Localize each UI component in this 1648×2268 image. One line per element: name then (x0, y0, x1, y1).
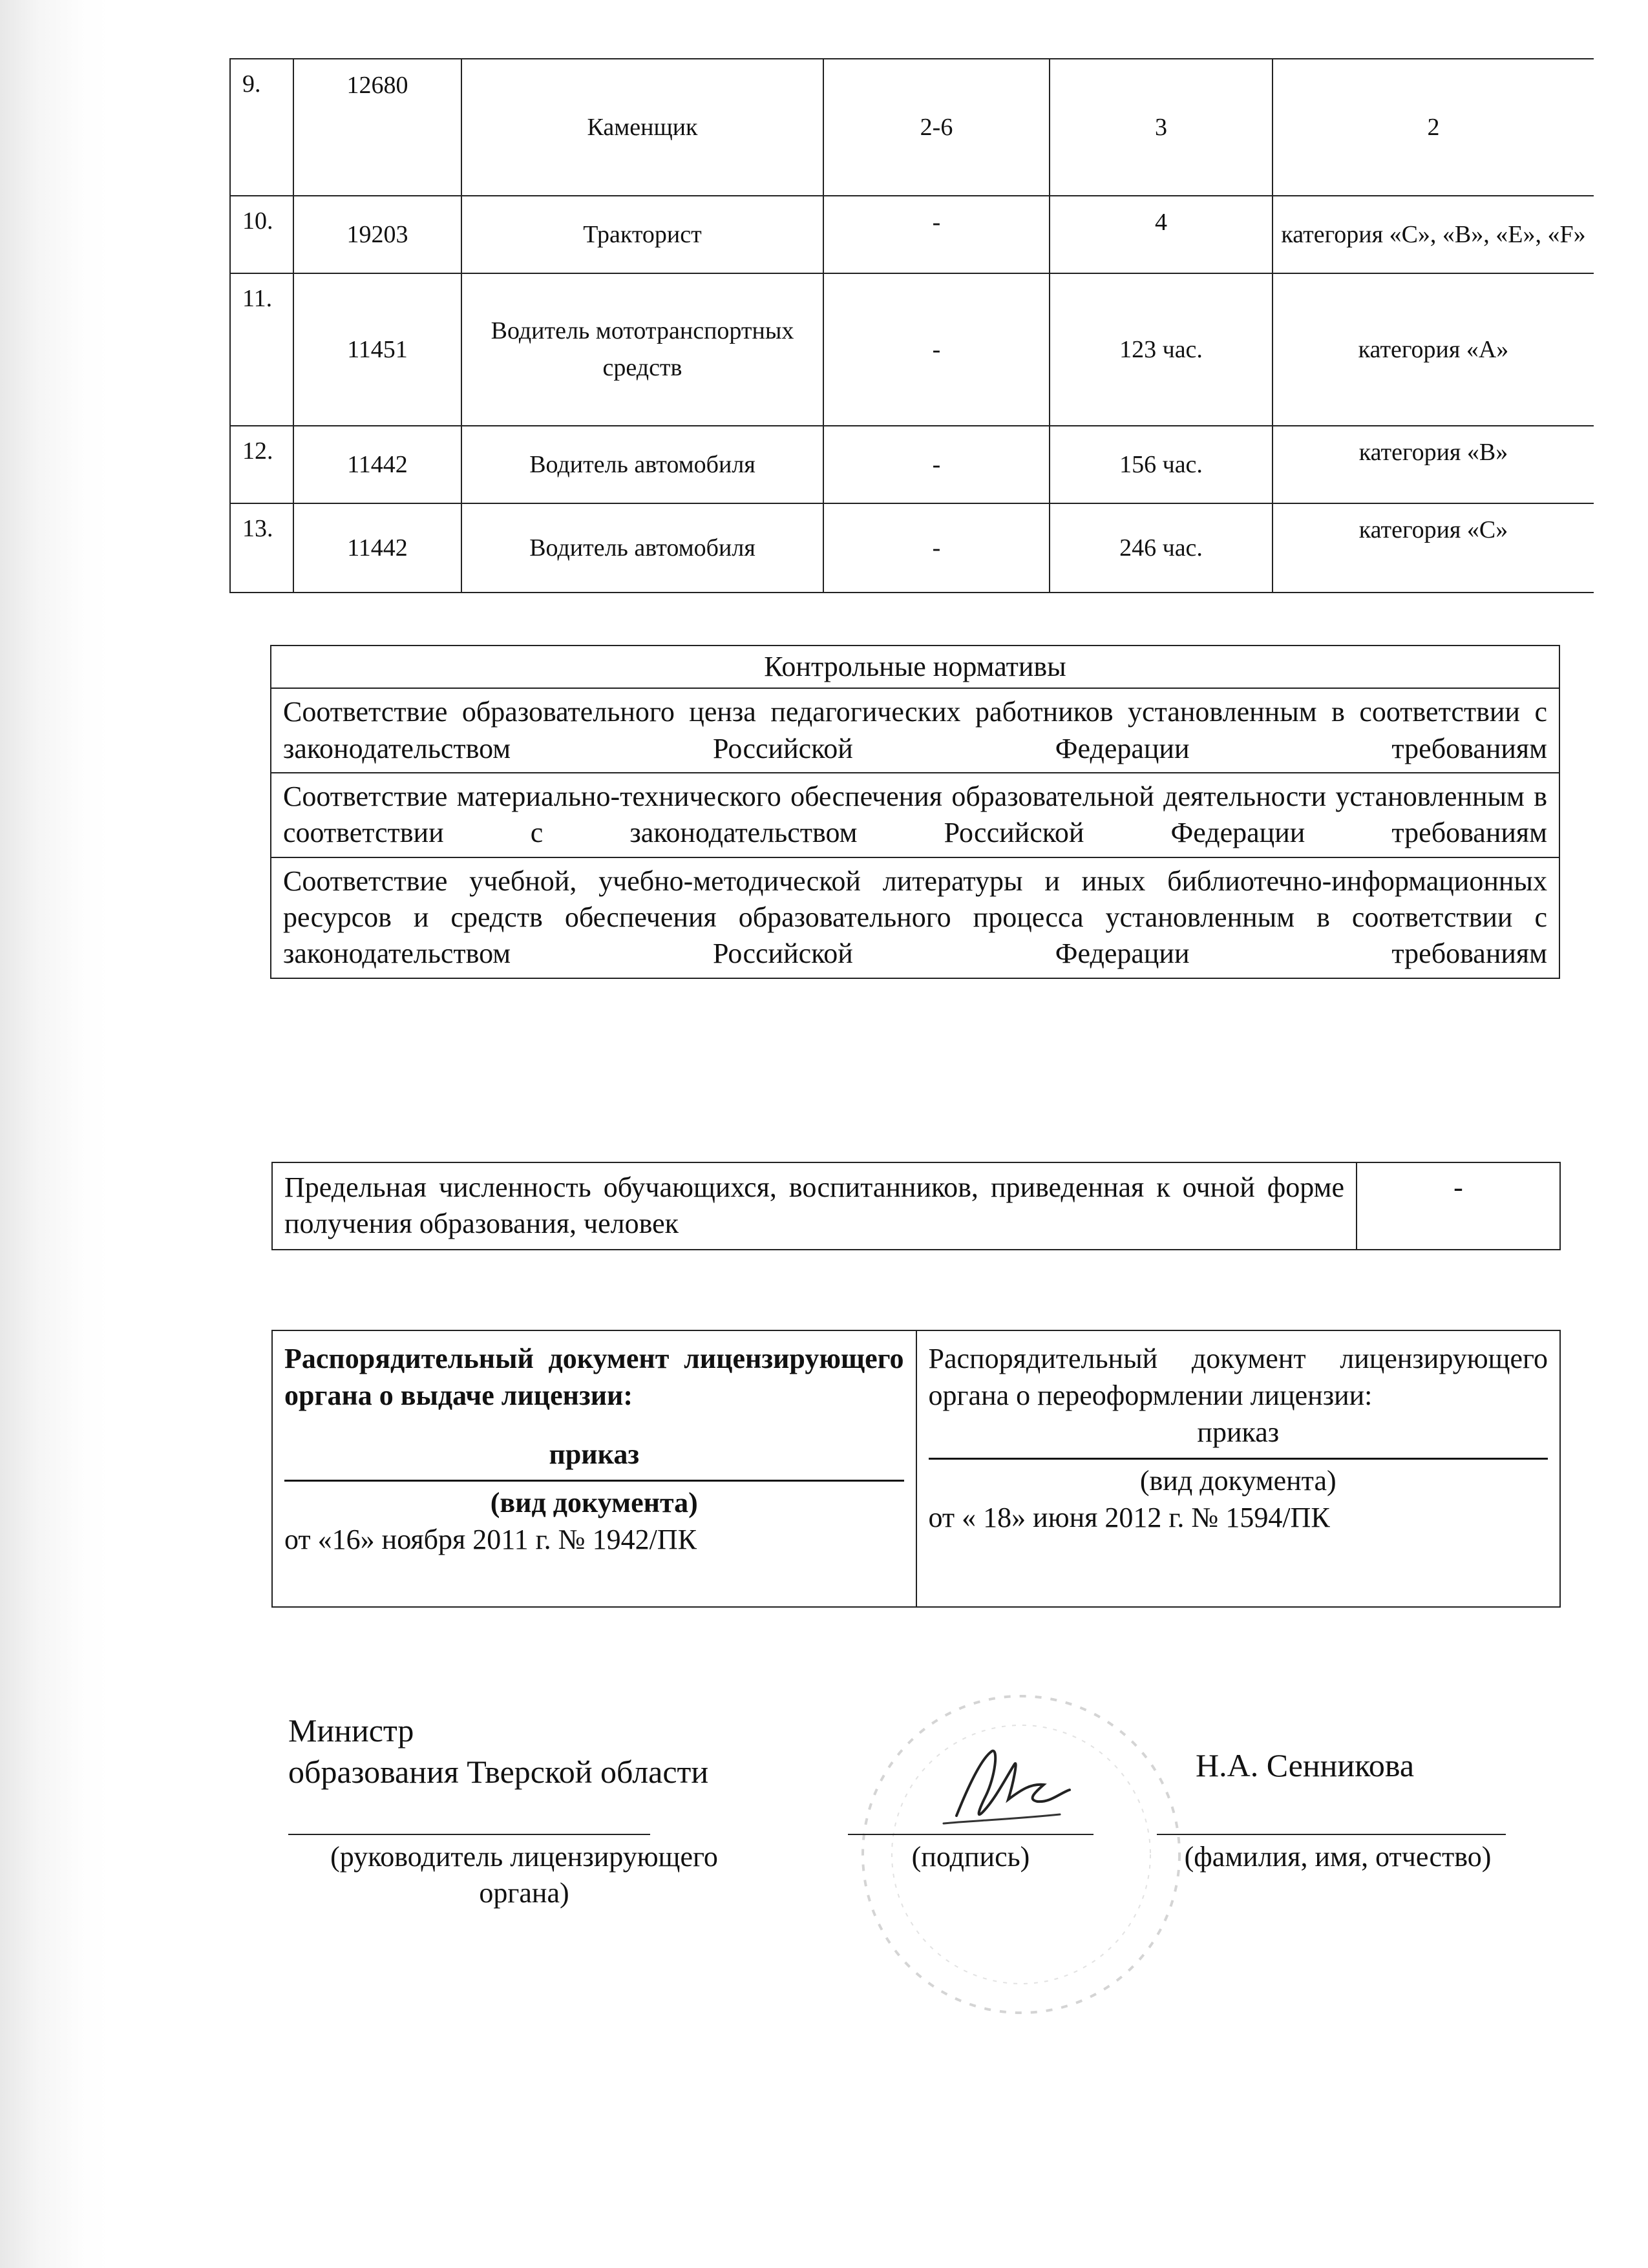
row-number: 9. (230, 59, 293, 196)
profession-name: Водитель автомобиля (461, 426, 823, 503)
signature-line (848, 1834, 1093, 1835)
table-row (230, 196, 1594, 273)
reissue-order-cell (916, 1330, 1561, 1607)
profession-code: 11451 (293, 273, 461, 426)
issue-order-doc-type: приказ (549, 1438, 640, 1471)
position-caption-line1: (руководитель лицензирующего (330, 1841, 718, 1873)
issue-order-cell (272, 1330, 916, 1607)
reissue-order-type-note: (вид документа) (1139, 1464, 1336, 1496)
scan-shadow (0, 0, 110, 2268)
max-students-table (271, 1162, 1561, 1250)
table-row (272, 1330, 1560, 1607)
profession-code: 11442 (293, 426, 461, 503)
divider (284, 1480, 904, 1482)
table-row (271, 773, 1559, 857)
table-row (230, 273, 1594, 426)
duration: 156 час. (1050, 426, 1273, 503)
issue-order-heading: Распорядительный документ лицензирующего органа о выдаче лицензии: (284, 1343, 904, 1412)
control-norm-item: Соответствие учебной, учебно-методической литературы и иных библиотечно-информационных ресурсов и средств обеспечения образовательного процесса установленным в соответствии с законодательством Российской Федерации требованиям (271, 857, 1559, 978)
control-norm-item: Соответствие образовательного ценза педагогических работников установленным в соответствии с законодательством Российской Федерации требованиям (271, 688, 1559, 773)
profession-code: 11442 (293, 503, 461, 593)
programs-table (229, 58, 1594, 593)
reissue-order-date: от « 18» июня 2012 г. № 1594/ПК (928, 1501, 1330, 1533)
signer-position-line2: образования Тверской области (288, 1754, 709, 1790)
profession-code: 19203 (293, 196, 461, 273)
qualification: 2 (1273, 59, 1594, 196)
position-line (288, 1834, 650, 1835)
duration: 3 (1050, 59, 1273, 196)
issue-order-type-note: (вид документа) (490, 1486, 698, 1518)
duration: 123 час. (1050, 273, 1273, 426)
grade: - (823, 273, 1050, 426)
signature-caption: (подпись) (911, 1841, 1030, 1873)
signer-name: Н.А. Сенникова (1196, 1747, 1415, 1783)
control-norms-title: Контрольные нормативы (271, 646, 1559, 688)
position-caption-line2: органа) (479, 1877, 569, 1909)
profession-name: Тракторист (461, 196, 823, 273)
duration: 246 час. (1050, 503, 1273, 593)
table-row (271, 857, 1559, 978)
table-row (230, 59, 1594, 196)
profession-name: Водитель мототранспортных средств (461, 273, 823, 426)
duration: 4 (1050, 196, 1273, 273)
grade: 2-6 (823, 59, 1050, 196)
name-caption: (фамилия, имя, отчество) (1184, 1841, 1492, 1873)
qualification: категория «С» (1273, 503, 1594, 593)
control-norm-item: Соответствие материально-технического обеспечения образовательной деятельности установленным в соответствии с законодательством Российской Федерации требованиям (271, 773, 1559, 857)
grade: - (823, 503, 1050, 593)
divider (929, 1458, 1548, 1460)
grade: - (823, 426, 1050, 503)
max-students-value: - (1357, 1162, 1560, 1250)
profession-name: Каменщик (461, 59, 823, 196)
grade: - (823, 196, 1050, 273)
row-number: 12. (230, 426, 293, 503)
max-students-label: Предельная численность обучающихся, воспитанников, приведенная к очной форме получения образования, человек (272, 1162, 1357, 1250)
qualification: категория «А» (1273, 273, 1594, 426)
name-line (1157, 1834, 1506, 1835)
qualification: категория «В» (1273, 426, 1594, 503)
reissue-order-doc-type: приказ (1197, 1416, 1280, 1449)
orders-table (271, 1330, 1561, 1608)
row-number: 10. (230, 196, 293, 273)
signer-position-line1: Министр (288, 1712, 414, 1748)
table-row (271, 646, 1559, 688)
control-norms-table (270, 645, 1560, 979)
reissue-order-heading: Распорядительный документ лицензирующего органа о переоформлении лицензии: (928, 1343, 1548, 1412)
profession-code: 12680 (293, 59, 461, 196)
table-row (230, 503, 1594, 593)
profession-name: Водитель автомобиля (461, 503, 823, 593)
handwritten-signature (931, 1738, 1099, 1835)
table-row (272, 1162, 1560, 1250)
table-row (271, 688, 1559, 773)
issue-order-date: от «16» ноября 2011 г. № 1942/ПК (284, 1523, 697, 1555)
table-row (230, 426, 1594, 503)
qualification: категория «С», «В», «Е», «F» (1273, 196, 1594, 273)
row-number: 13. (230, 503, 293, 593)
row-number: 11. (230, 273, 293, 426)
